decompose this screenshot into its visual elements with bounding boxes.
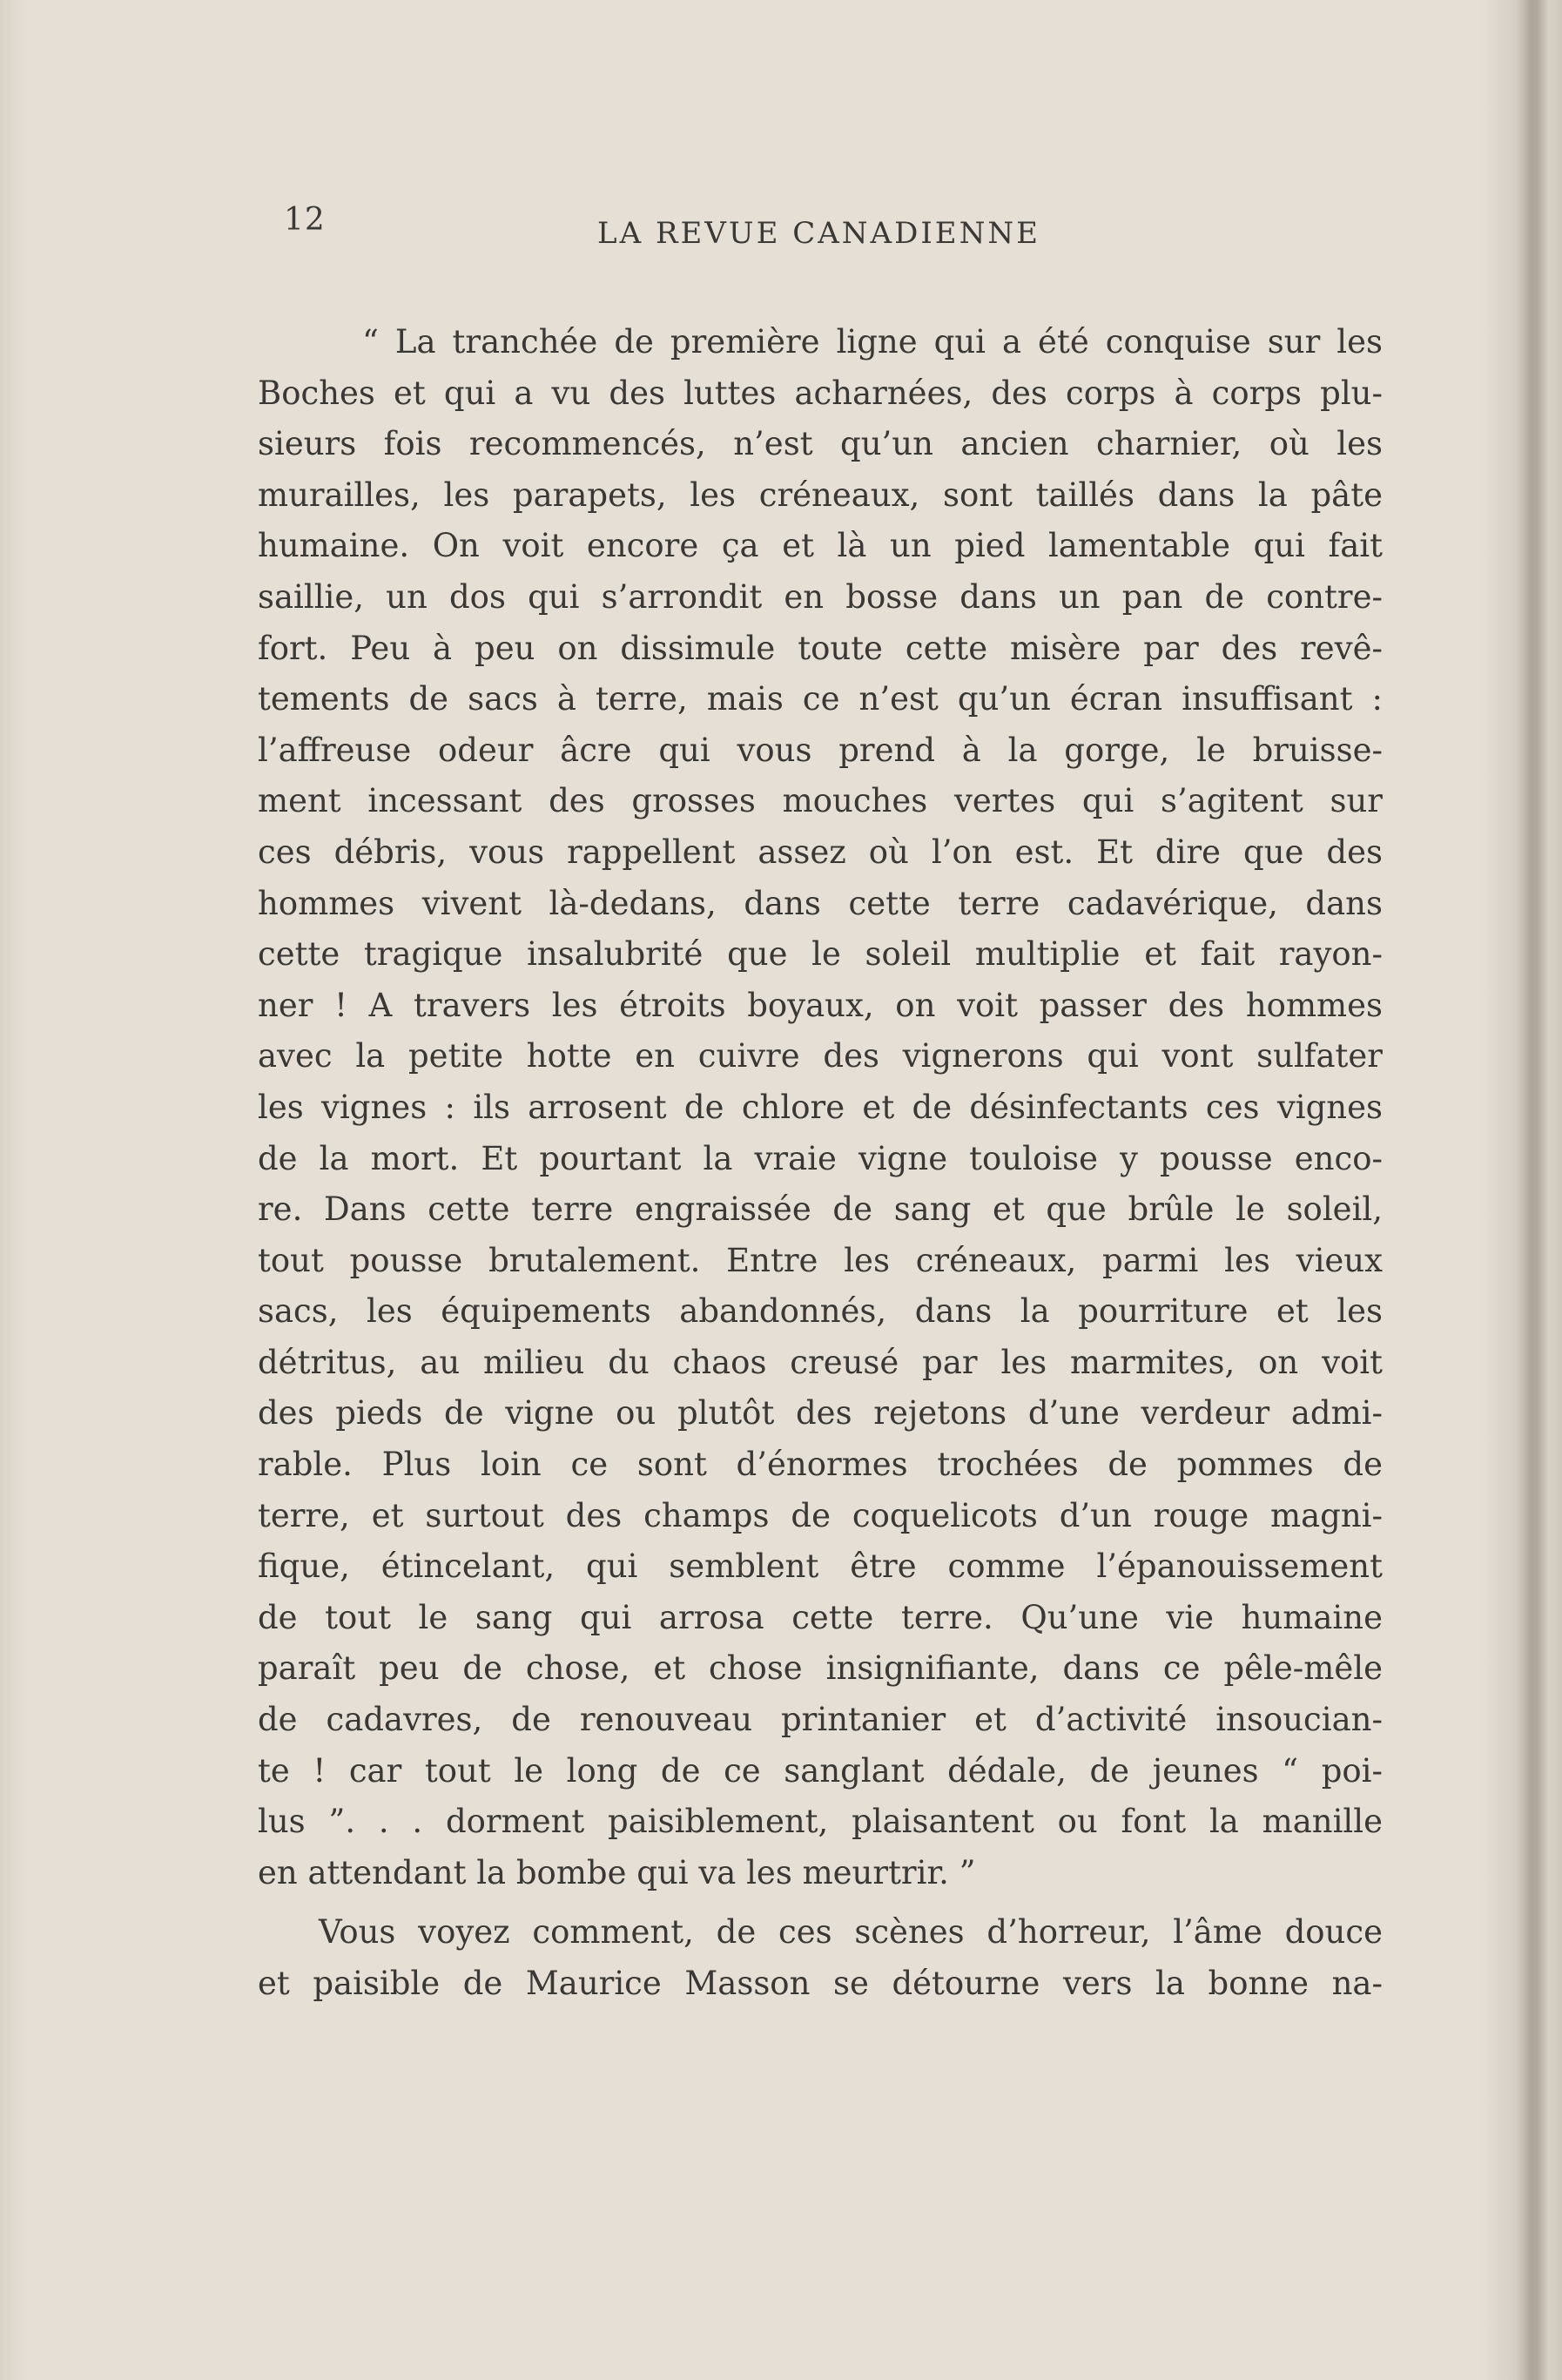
text-line: tout pousse brutalement. Entre les créneaux, parmi les vieux [258, 1241, 1383, 1279]
text-line: ces débris, vous rappellent assez où l’on est. Et dire que des [258, 833, 1383, 871]
text-line: cette tragique insalubrité que le soleil multiplie et fait rayon- [258, 935, 1383, 974]
text-line: les vignes : ils arrosent de chlore et de désinfectants ces vignes [258, 1088, 1383, 1126]
text-line: murailles, les parapets, les créneaux, sont taillés dans la pâte [258, 475, 1383, 514]
book-gutter-shadow [1480, 0, 1562, 2380]
text-line: re. Dans cette terre engraissée de sang et que brûle le soleil, [258, 1190, 1383, 1229]
text-line: te ! car tout le long de ce sanglant dédale, de jeunes “ poi- [258, 1751, 1383, 1790]
paragraph-1 [258, 317, 1383, 1898]
page-number: 12 [284, 202, 326, 238]
text-line: de cadavres, de renouveau printanier et d’activité insoucian- [258, 1701, 1383, 1739]
text-line: rable. Plus loin ce sont d’énormes trochées de pommes de [258, 1446, 1383, 1484]
text-line: paraît peu de chose, et chose insignifiante, dans ce pêle-mêle [258, 1649, 1383, 1688]
text-line: fort. Peu à peu on dissimule toute cette misère par des revê- [258, 629, 1383, 667]
body-text [258, 317, 1383, 2010]
text-line: ment incessant des grosses mouches vertes qui s’agitent sur [258, 782, 1383, 820]
text-line: saillie, un dos qui s’arrondit en bosse dans un pan de contre- [258, 577, 1383, 616]
text-line: sieurs fois recommencés, n’est qu’un ancien charnier, où les [258, 425, 1383, 463]
text-line: terre, et surtout des champs de coquelicots d’un rouge magni- [258, 1496, 1383, 1534]
text-line: “ La tranchée de première ligne qui a été conquise sur les [362, 323, 1383, 361]
paragraph-gap [258, 1898, 1383, 1907]
text-line: de la mort. Et pourtant la vraie vigne touloise y pousse enco- [258, 1139, 1383, 1177]
text-line: fique, étincelant, qui semblent être comme l’épanouissement [258, 1547, 1383, 1586]
paragraph-2 [258, 1907, 1383, 2009]
text-line: avec la petite hotte en cuivre des vignerons qui vont sulfater [258, 1037, 1383, 1075]
text-line: l’affreuse odeur âcre qui vous prend à la gorge, le bruisse- [258, 731, 1383, 769]
text-line: détritus, au milieu du chaos creusé par les marmites, on voit [258, 1343, 1383, 1381]
text-line: en attendant la bombe qui va les meurtrir. ” [258, 1853, 976, 1891]
text-line: de tout le sang qui arrosa cette terre. Qu’une vie humaine [258, 1598, 1383, 1636]
text-line: Vous voyez comment, de ces scènes d’horreur, l’âme douce [319, 1913, 1383, 1952]
text-line: des pieds de vigne ou plutôt des rejetons d’une verdeur admi- [258, 1394, 1383, 1433]
text-line: et paisible de Maurice Masson se détourne vers la bonne na- [258, 1965, 1383, 2002]
text-line: Boches et qui a vu des luttes acharnées, des corps à corps plu- [258, 374, 1383, 412]
text-line: sacs, les équipements abandonnés, dans la pourriture et les [258, 1292, 1383, 1331]
text-line: lus ”. . . dorment paisiblement, plaisantent ou font la manille [258, 1803, 1383, 1841]
text-line: ner ! A travers les étroits boyaux, on voit passer des hommes [258, 986, 1383, 1024]
running-title: LA REVUE CANADIENNE [597, 216, 1040, 251]
text-line: humaine. On voit encore ça et là un pied lamentable qui fait [258, 527, 1383, 565]
text-line: tements de sacs à terre, mais ce n’est qu’un écran insuffisant : [258, 680, 1383, 718]
text-line: hommes vivent là-dedans, dans cette terre cadavérique, dans [258, 884, 1383, 922]
